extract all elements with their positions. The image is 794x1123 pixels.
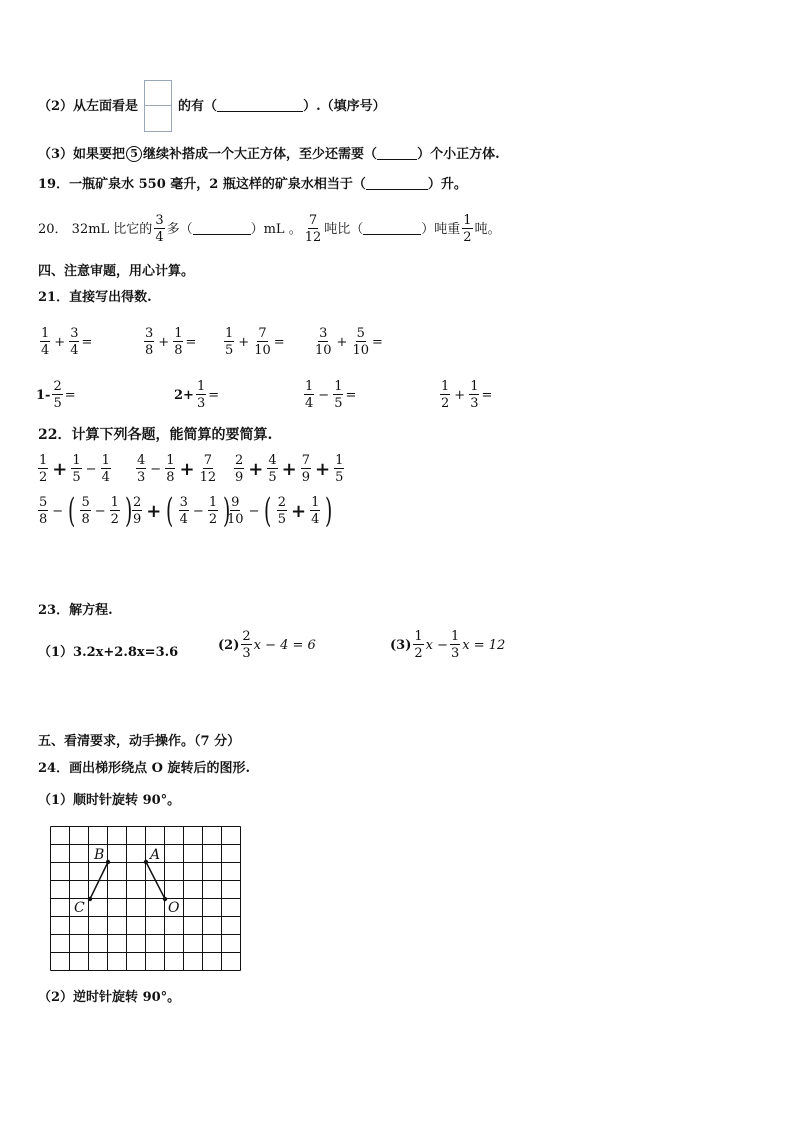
- q21-item-3: $\frac{1}{5}$ + $\frac{7}{10}$ =: [225, 326, 285, 358]
- point-a: [144, 860, 148, 864]
- close-paren: ): [325, 491, 333, 531]
- q23-equation-1: （1）3.2x+2.8x=3.6: [38, 645, 179, 660]
- open-paren: (: [68, 491, 76, 531]
- q18-part2: [38, 80, 386, 132]
- q20-mid2: ）mL 。: [250, 221, 302, 237]
- q20-mid4: ）吨重: [421, 221, 461, 237]
- label-c: C: [74, 900, 85, 916]
- close-paren: ): [223, 491, 231, 531]
- q18-part2-answer-blank[interactable]: [217, 101, 303, 112]
- close-paren: ): [124, 491, 133, 531]
- label-o: O: [168, 900, 180, 916]
- q18-part3-mid: 继续补搭成一个大正方体，至少还需要（: [143, 146, 378, 162]
- q21-item-5: 1- $\frac{2}{5}$ =: [36, 379, 76, 411]
- q19: [38, 178, 467, 191]
- q18-part3-answer-blank[interactable]: [377, 149, 417, 160]
- q18-part3-prefix: （3）如果要把: [38, 146, 126, 162]
- section-5-heading: 五、看清要求，动手操作。（7 分）: [38, 734, 241, 749]
- q21-item-2: $\frac{3}{8}$ + $\frac{1}{8}$ =: [145, 326, 197, 358]
- q19-suffix: ）升。: [427, 177, 467, 192]
- q21-item-7: $\frac{1}{4}$ − $\frac{1}{5}$ =: [305, 379, 357, 411]
- q20-answer-blank-1[interactable]: [193, 224, 251, 235]
- open-paren: (: [166, 491, 174, 531]
- q20-mid3: 吨比（: [324, 221, 364, 237]
- q18-part3: [38, 146, 500, 162]
- q18-part2-prefix: （2）从左面看是: [38, 98, 139, 114]
- q20-fraction-2: $\frac{7}{12}$: [304, 213, 322, 245]
- q21-item-8: $\frac{1}{2}$ + $\frac{1}{3}$ =: [441, 379, 493, 411]
- q22-expr-6: $\frac{9}{10}$ − ( $\frac{2}{5}$ + $\frac{1}{4}$ ): [227, 491, 333, 531]
- q24-title: 24．画出梯形绕点 O 旋转后的图形.: [38, 761, 250, 776]
- point-b: [106, 860, 110, 864]
- grid-lines: [51, 827, 241, 971]
- q21-item-4: $\frac{3}{10}$ + $\frac{5}{10}$ =: [315, 326, 383, 358]
- q24-part-2: （2）逆时针旋转 90°。: [38, 990, 181, 1005]
- open-paren: (: [264, 491, 272, 531]
- q20-fraction-1: $\frac{3}{4}$: [155, 213, 164, 245]
- q22-expr-5: $\frac{2}{9}$ + ( $\frac{3}{4}$ − $\frac{1}{2}$ ): [133, 491, 231, 531]
- circled-number: 5: [126, 146, 142, 162]
- q22-expr-2: $\frac{4}{3}$ − $\frac{1}{8}$ + $\frac{7}{12}$: [137, 453, 217, 485]
- left-view-figure: [144, 80, 172, 132]
- q18-part2-mid: 的有（: [178, 98, 218, 114]
- q20-fraction-3: $\frac{1}{2}$: [463, 213, 472, 245]
- q19-text: 19．一瓶矿泉水 550 毫升，2 瓶这样的矿泉水相当于（: [38, 177, 366, 192]
- point-o: [163, 897, 167, 901]
- q18-part2-suffix: ）.（填序号）: [303, 98, 386, 114]
- label-b: B: [94, 847, 105, 863]
- rotation-grid[interactable]: [50, 826, 246, 972]
- point-c: [88, 897, 92, 901]
- q21-title: 21．直接写出得数.: [38, 290, 152, 305]
- q20-suffix: 吨。: [474, 221, 501, 237]
- q23-equation-2: (2) $\frac{2}{3}$ x − 4 = 6: [218, 629, 316, 661]
- q22-expr-3: $\frac{2}{9}$ + $\frac{4}{5}$ + $\frac{7}{9}$ + $\frac{1}{5}$: [235, 453, 344, 485]
- q19-answer-blank[interactable]: [366, 179, 428, 190]
- q24-part-1: （1）顺时针旋转 90°。: [38, 793, 181, 808]
- q20: [38, 214, 501, 244]
- q22-expr-4: $\frac{5}{8}$ − ( $\frac{5}{8}$ − $\frac{1}{2}$ ): [39, 491, 133, 531]
- q21-item-6: 2+ $\frac{1}{3}$ =: [174, 379, 220, 411]
- label-a: A: [150, 847, 161, 863]
- q22-expr-1: $\frac{1}{2}$ + $\frac{1}{5}$ − $\frac{1}{4}$: [39, 453, 110, 485]
- q20-mid1: 多（: [166, 221, 193, 237]
- q22-title: 22．计算下列各题，能简算的要简算.: [38, 427, 273, 443]
- q20-answer-blank-2[interactable]: [363, 224, 421, 235]
- q23-equation-3: (3) $\frac{1}{2}$ x − $\frac{1}{3}$ x = 12: [390, 629, 506, 661]
- section-4-heading: 四、注意审题，用心计算。: [38, 264, 195, 279]
- q21-item-1: $\frac{1}{4}$ + $\frac{3}{4}$ =: [41, 326, 93, 358]
- q23-title: 23．解方程.: [38, 603, 113, 618]
- q20-prefix: 20． 32mL 比它的: [38, 221, 153, 237]
- q18-part3-suffix: ）个小正方体.: [417, 146, 500, 162]
